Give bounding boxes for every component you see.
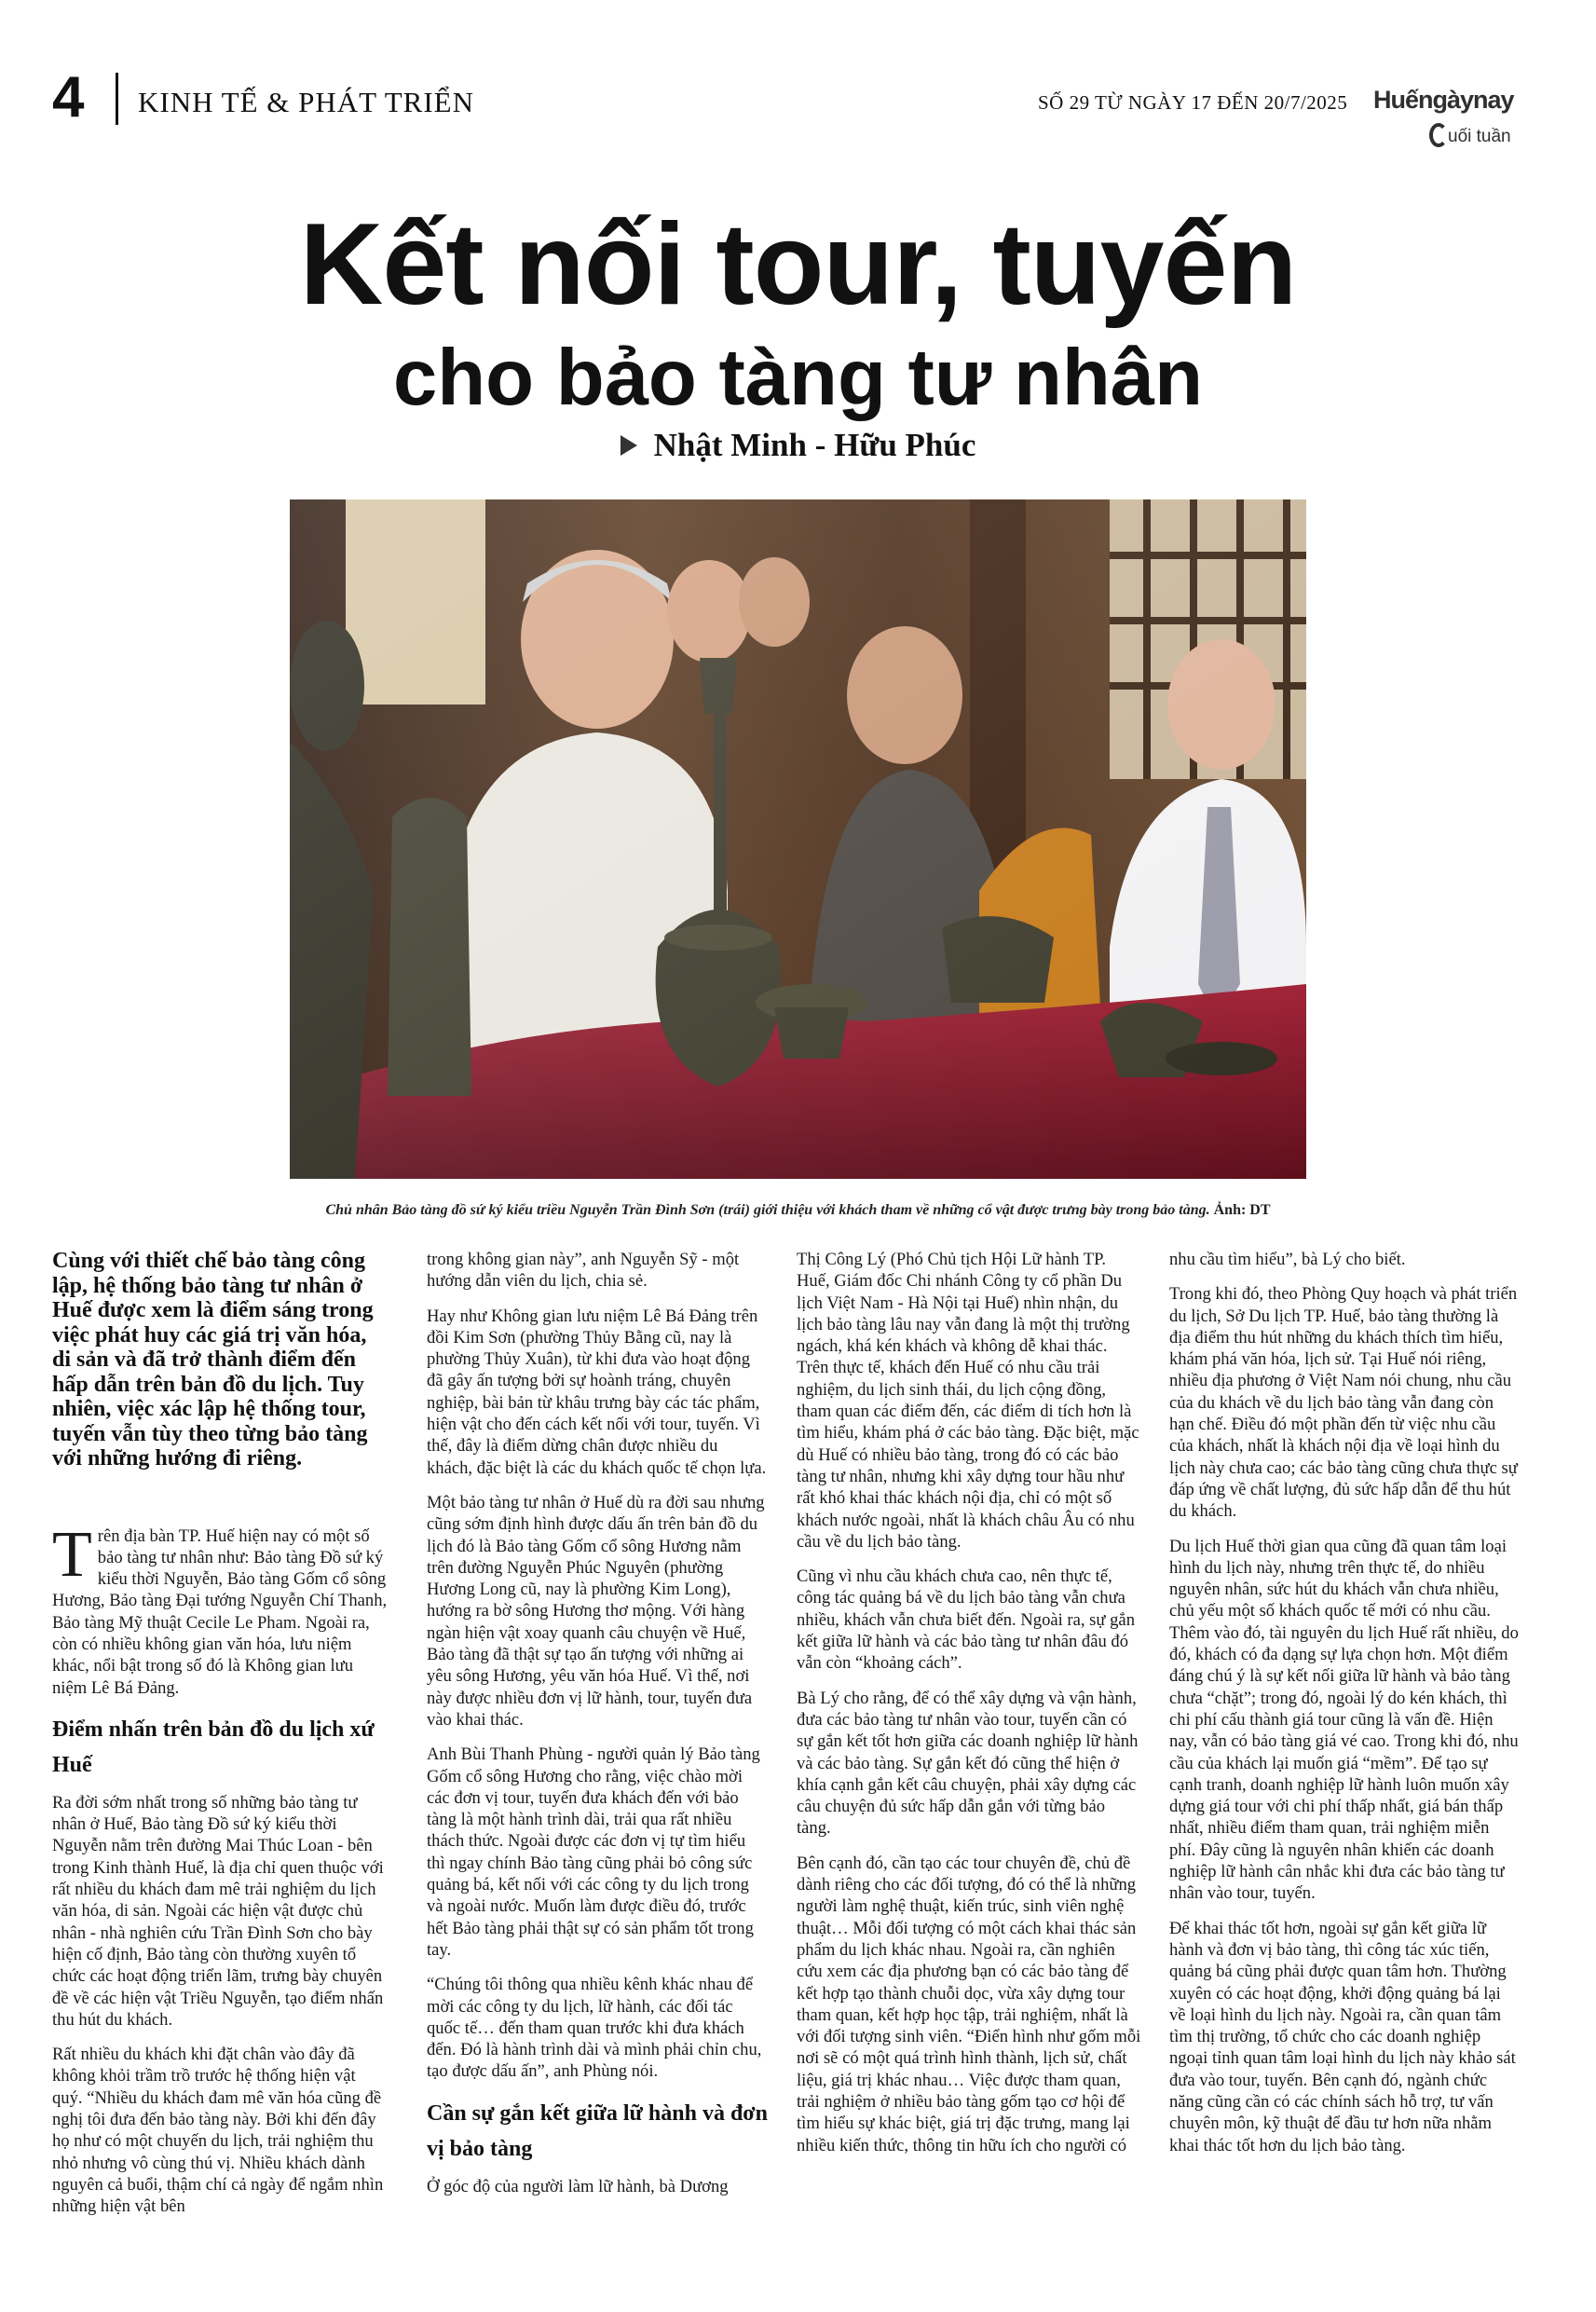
photo-caption xyxy=(0,1202,1596,1219)
article-paragraph: Du lịch Huế thời gian qua cũng đã quan tâm loại hình du lịch này, nhưng trên thực tế, do nhiều nguyên nhân, sức hút du khách vẫn chưa nhiều, chủ yếu một số khách quốc tế mới có nhu cầu. Thêm vào đó, tài nguyên du lịch Huế rất nhiều, do đó, khách có đa dạng sự lựa chọn hơn. Một điểm đáng chú ý là sự kết nối giữa lữ hành và bảo tàng chưa “chặt”; trong đó, ngoài lý do kén khách, thì chi phí cấu thành giá tour cũng là vấn đề. Hiện nay, vẫn có bảo tàng giá vé cao. Trong khi đó, nhu cầu của khách lại muốn giá “mềm”. Để tạo sự cạnh tranh, doanh nghiệp lữ hành luôn muốn xây dựng giá tour với chi phí thấp nhất, giá bán thấp nhất, nhiều điểm tham quan, trải nghiệm miễn phí. Đây cũng là nguyên nhân khiến các doanh nghiệp lữ hành cân nhắc khi đưa các bảo tàng tư nhân vào tour, tuyến. xyxy=(1169,1536,1519,1904)
article-photo xyxy=(290,499,1306,1179)
byline-triangle-icon xyxy=(621,435,637,456)
brand-subtitle: uối tuần xyxy=(1448,127,1511,146)
article-paragraph: Anh Bùi Thanh Phùng - người quản lý Bảo tàng Gốm cổ sông Hương cho rằng, việc chào mời các đơn vị tour, tuyến đưa khách đến với bảo tàng là một hành trình dài, trải qua rất nhiều thách thức. Ngoài được các đơn vị tự tìm hiểu thì ngay chính Bảo tàng cũng phải bỏ công sức quảng bá, kết nối với các công ty du lịch trong và ngoài nước. Muốn làm được điều đó, trước hết Bảo tàng phải thật sự có sản phẩm tốt trong tay. xyxy=(427,1744,760,1960)
page-header xyxy=(52,65,1543,146)
byline-authors: Nhật Minh - Hữu Phúc xyxy=(653,427,976,463)
article-paragraph: Trong khi đó, theo Phòng Quy hoạch và phát triển du lịch, Sở Du lịch TP. Huế, bảo tàng thường là địa điểm thu hút những du khách thích tìm hiểu, khám phá văn hóa, lịch sử. Tại Huế nói riêng, nhiều địa phương ở Việt Nam nói chung, nhu cầu của du khách về du lịch bảo tàng vẫn đang còn hạn chế. Điều đó một phần đến từ việc nhu cầu của khách, nhất là khách nội địa về loại hình du lịch này chưa cao; các bảo tàng cũng chưa thực sự đáp ứng về chất lượng, đủ sức hấp dẫn để thu hút du khách. xyxy=(1169,1284,1518,1522)
text-column-4 xyxy=(1169,1249,1520,2169)
brand-c-icon xyxy=(1429,123,1448,147)
text-column-2 xyxy=(427,1249,768,2210)
photo-caption-text: Chủ nhân Bảo tàng đồ sứ ký kiểu triều Nguyễn Trần Đình Sơn (trái) giới thiệu với khách tham về những cổ vật được trưng bày trong bảo tàng. xyxy=(325,1202,1214,1218)
article-paragraph xyxy=(52,1518,388,1699)
article-paragraph: Một bảo tàng tư nhân ở Huế dù ra đời sau nhưng cũng sớm định hình được dấu ấn trên bản đồ du lịch đó là Bảo tàng Gốm cổ sông Hương nằm trên đường Nguyễn Phúc Nguyên (phường Hương Long cũ, nay là phường Kim Long), hướng ra bờ sông Hương thơ mộng. Với hàng ngàn hiện vật xoay quanh câu chuyện về Huế, Bảo tàng đã thật sự tạo ấn tượng với những ai yêu sông Hương, yêu văn hóa Huế. Vì thế, nơi này được nhiều đơn vị lữ hành, tour, tuyến đưa vào khai thác. xyxy=(427,1492,765,1730)
article-paragraph: Hay như Không gian lưu niệm Lê Bá Đảng trên đồi Kim Sơn (phường Thủy Bằng cũ, nay là phường Thủy Xuân), từ khi đưa vào hoạt động đã gây ấn tượng bởi sự hoành tráng, chuyên nghiệp, bài bản từ khâu trưng bày các tác phẩm, hiện vật cho đến cách kết nối với tour, tuyến. Vì thế, đây là điểm dừng chân được nhiều du khách, đặc biệt là các du khách quốc tế chọn lựa. xyxy=(427,1306,767,1478)
article-paragraph: Thị Công Lý (Phó Chủ tịch Hội Lữ hành TP. Huế, Giám đốc Chi nhánh Công ty cổ phần Du lịch Việt Nam - Hà Nội tại Huế) nhìn nhận, du lịch bảo tàng lâu nay vẫn đang là một thị trường ngách, khá kén khách và không dễ khai thác. Trên thực tế, khách đến Huế có nhu cầu trải nghiệm, du lịch sinh thái, du lịch cộng đồng, tham quan các điểm đến, các điểm di tích hơn là tìm hiểu, khám phá ở các bảo tàng. Đặc biệt, mặc dù Huế có nhiều bảo tàng, trong đó có các bảo tàng tư nhân, nhưng khi xây dựng tour hầu như rất khó khai thác khách nội địa, chỉ có một số khách nước ngoài, nhất là khách châu Âu có nhu cầu về du lịch bảo tàng. xyxy=(797,1250,1139,1552)
photo-credit: Ảnh: DT xyxy=(1213,1202,1271,1218)
page-number: 4 xyxy=(52,65,85,130)
byline xyxy=(0,427,1596,464)
issue-date: SỐ 29 TỪ NGÀY 17 ĐẾN 20/7/2025 xyxy=(1038,91,1348,114)
article-paragraph: Ra đời sớm nhất trong số những bảo tàng tư nhân ở Huế, Bảo tàng Đồ sứ ký kiểu thời Nguyễn nằm trên đường Mai Thúc Loan - bên trong Kinh thành Huế, là địa chỉ quen thuộc với rất nhiều du khách đam mê trải nghiệm du lịch văn hóa, di sản. Ngoài các hiện vật được chủ nhân - nhà nghiên cứu Trần Đình Sơn cho bày hiện cố định, Bảo tàng còn thường xuyên tổ chức các hoạt động triển lãm, trưng bày chuyên đề về các hiện vật Triều Nguyễn, tạo điểm nhấn thu hút du khách. xyxy=(52,1792,384,2030)
article-paragraph: Ở góc độ của người làm lữ hành, bà Dương xyxy=(427,2176,729,2196)
article-paragraph: Rất nhiều du khách khi đặt chân vào đây đã không khỏi trầm trồ trước hệ thống hiện vật quý. “Nhiều du khách đam mê văn hóa cũng đề nghị tôi đưa đến bảo tàng này. Bởi khi đến đây họ như có một chuyến du lịch, trải nghiệm thu nhỏ nhưng vô cùng thú vị. Nhiều khách dành nguyên cả buổi, thậm chí cả ngày để ngắm nhìn những hiện vật bên xyxy=(52,2045,384,2217)
article-paragraph: Bà Lý cho rằng, để có thể xây dựng và vận hành, đưa các bảo tàng tư nhân vào tour, tuyến cần có sự gắn kết tốt hơn giữa các doanh nghiệp lữ hành và các bảo tàng. Sự gắn kết đó cũng thể hiện ở khía cạnh gắn kết câu chuyện, phải xây dựng các câu chuyện đủ sức hấp dẫn gắn với từng bảo tàng. xyxy=(797,1688,1139,1839)
dropcap: T xyxy=(52,1518,92,1591)
photo-illustration xyxy=(290,499,1306,1179)
brand-logo: Huếngàynay xyxy=(1373,86,1514,114)
section-name: KINH TẾ & PHÁT TRIỂN xyxy=(138,86,474,118)
article-paragraph: Cũng vì nhu cầu khách chưa cao, nên thực tế, công tác quảng bá về du lịch bảo tàng vẫn chưa nhiều, khách vẫn chưa biết đến. Ngoài ra, sự gắn kết giữa lữ hành và các bảo tàng tư nhân đâu đó vẫn còn “khoảng cách”. xyxy=(797,1566,1135,1674)
article-lead: Cùng với thiết chế bảo tàng công lập, hệ thống bảo tàng tư nhân ở Huế được xem là điểm sáng trong việc phát huy các giá trị văn hóa, di sản và đã trở thành điểm đến hấp dẫn trên bản đồ du lịch. Tuy nhiên, việc xác lập hệ thống tour, tuyến vẫn tùy theo từng bảo tàng với những hướng đi riêng. xyxy=(52,1249,374,1471)
section-heading: Cần sự gắn kết giữa lữ hành và đơn vị bảo tàng xyxy=(427,2100,768,2161)
header-divider xyxy=(116,73,118,125)
article-subtitle: cho bảo tàng tư nhân xyxy=(392,334,1203,422)
article-paragraph: trong không gian này”, anh Nguyễn Sỹ - một hướng dẫn viên du lịch, chia sẻ. xyxy=(427,1250,740,1292)
article-paragraph: Bên cạnh đó, cần tạo các tour chuyên đề, chủ đề dành riêng cho các đối tượng, đó có thể là những người làm nghệ thuật, kiến trúc, sinh viên nghệ thuật… Mỗi đối tượng có một cách khai thác sản phẩm du lịch khác nhau. Ngoài ra, cần nghiên cứu xem các địa phương bạn có các bảo tàng để kết hợp tạo thành chuỗi dọc, vừa xây dựng tour tham quan, kết hợp học tập, trải nghiệm, nhất là với đối tượng sinh viên. “Điển hình như gốm mỗi nơi sẽ có một quá trình hình thành, lịch sử, chất liệu, giá trị khác nhau… Việc được tham quan, trải nghiệm ở nhiều bảo tàng gốm tạo cơ hội để tìm hiểu sự khác biệt, giá trị đặc trưng, mang lại nhiều kiến thức, thông tin hữu ích cho người có xyxy=(797,1853,1141,2155)
article-paragraph: Để khai thác tốt hơn, ngoài sự gắn kết giữa lữ hành và đơn vị bảo tàng, thì công tác xúc tiến, quảng bá cũng phải được quan tâm hơn. Thường xuyên có các hoạt động, khởi động quảng bá lại về loại hình du lịch này. Ngoài ra, cần quan tâm tìm thị trường, tổ chức cho các doanh nghiệp ngoại tỉnh quan tâm loại hình du lịch này khảo sát đưa vào tour, tuyến. Bên cạnh đó, ngành chức năng cũng cần có các chính sách hỗ trợ, tư vấn chuyên môn, kỹ thuật để đầu tư hơn nữa nhằm khai thác tốt hơn du lịch bảo tàng. xyxy=(1169,1918,1516,2155)
text-column-3 xyxy=(797,1249,1141,2169)
article-title: Kết nối tour, tuyến xyxy=(299,200,1297,329)
article-paragraph: “Chúng tôi thông qua nhiều kênh khác nhau để mời các công ty du lịch, lữ hành, các đối tác quốc tế… đến tham quan trước khi đưa khách đến. Đó là hành trình dài và mình phải chỉn chu, tạo được dấu ấn”, anh Phùng nói. xyxy=(427,1975,762,2082)
text-column-1 xyxy=(52,1249,388,2231)
article-paragraph: nhu cầu tìm hiểu”, bà Lý cho biết. xyxy=(1169,1250,1406,1269)
paragraph-text: rên địa bàn TP. Huế hiện nay có một số bảo tàng tư nhân như: Bảo tàng Đồ sứ ký kiểu thời Nguyễn, Bảo tàng Gốm cổ sông Hương, Bảo tàng Đại tướng Nguyễn Chí Thanh, Bảo tàng Mỹ thuật Cecile Le Pham. Ngoài ra, còn có nhiều không gian văn hóa, lưu niệm khác, nổi bật trong số đó là Không gian lưu niệm Lê Bá Đảng. xyxy=(52,1525,388,1698)
section-heading: Điểm nhấn trên bản đồ du lịch xứ Huế xyxy=(52,1717,375,1777)
